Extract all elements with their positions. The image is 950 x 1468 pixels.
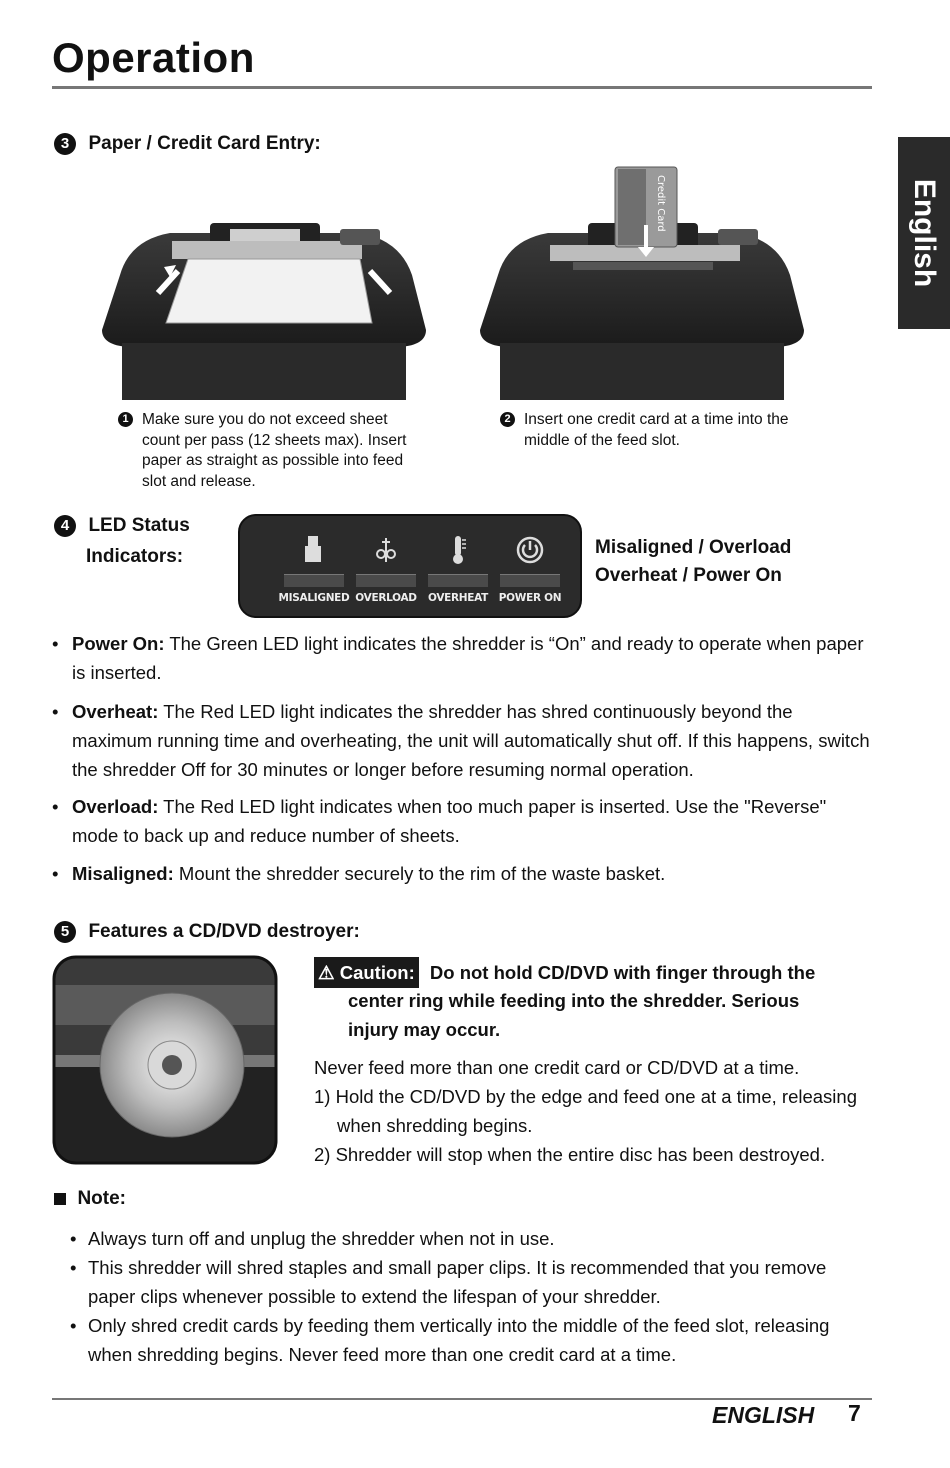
bullet-overload-term: Overload: <box>72 796 159 817</box>
cd-rule-text: Never feed more than one credit card or CD/DVD at a time. <box>314 1057 800 1078</box>
section5-number: 5 <box>54 921 76 943</box>
bullet-power-on-term: Power On: <box>72 633 165 654</box>
led-misaligned <box>276 516 352 616</box>
shredder-card-illustration <box>478 165 806 400</box>
led-label-overload: OVERLOAD <box>355 592 417 604</box>
note-heading-row <box>54 1188 126 1210</box>
bullet-overload: • Overload: The Red LED light indicates when too much paper is inserted. Use the "Reverse" mode to back up and reduce number of sheets. <box>52 796 827 846</box>
bullet-overheat-term: Overheat: <box>72 701 159 722</box>
caution-badge <box>314 957 419 988</box>
language-side-tab <box>898 137 950 329</box>
led-power-on <box>492 516 568 616</box>
caption-card-entry <box>500 410 800 449</box>
section4-heading-row <box>54 515 190 537</box>
footer-language: ENGLISH <box>712 1402 815 1428</box>
cd-step1-number: 1) <box>314 1086 331 1107</box>
cd-step1-cont: when shredding begins. <box>337 1115 533 1136</box>
bullet-misaligned-term: Misaligned: <box>72 863 174 884</box>
note-square-icon <box>54 1193 66 1205</box>
section4-heading-line2: Indicators: <box>86 546 184 567</box>
cd-step2-number: 2) <box>314 1144 331 1165</box>
section4-heading-line1: LED Status <box>88 515 190 536</box>
section3-heading: Paper / Credit Card Entry: <box>88 133 321 154</box>
cd-step2-text: Shredder will stop when the entire disc has been destroyed. <box>335 1144 826 1165</box>
cd-step1 <box>314 1082 857 1111</box>
bullet-overheat-text: The Red LED light indicates the shredder has shred continuously beyond the maximum running time and overheating, the unit will automatically shut off. If this happens, switch the shredder Off for 30 minutes or longer before resuming normal operation. <box>72 701 870 780</box>
power-icon <box>516 534 544 566</box>
misaligned-icon <box>300 534 328 566</box>
warning-icon: ⚠ <box>318 962 335 983</box>
led-legend-line2: Overheat / Power On <box>595 565 782 586</box>
caption-paper-entry <box>118 410 418 490</box>
led-status-panel <box>238 514 582 618</box>
footer-divider <box>52 1398 872 1400</box>
note-item: • Always turn off and unplug the shredder when not in use. <box>70 1224 870 1253</box>
led-label-overheat: OVERHEAT <box>427 592 489 604</box>
cd-shredder-illustration <box>52 955 278 1165</box>
section5-heading-row <box>54 921 360 943</box>
bullet-power-on: • Power On: The Green LED light indicates the shredder is “On” and ready to operate when paper is inserted. <box>52 633 864 683</box>
page-title: Operation <box>52 34 255 81</box>
led-label-misaligned: MISALIGNED <box>278 592 350 604</box>
language-side-tab-label: English <box>908 178 941 288</box>
section4-number: 4 <box>54 515 76 537</box>
cd-step2 <box>314 1140 825 1169</box>
credit-card-text: Credit Card <box>655 175 666 232</box>
caution-label: Caution: <box>339 962 415 983</box>
caution-line1 <box>314 957 815 988</box>
caption2-text: Insert one credit card at a time into the middle of the feed slot. <box>524 411 789 449</box>
thermometer-icon <box>444 534 472 566</box>
section3-number: 3 <box>54 133 76 155</box>
overload-icon <box>372 534 400 566</box>
page-number: 7 <box>848 1400 861 1426</box>
led-legend-line1: Misaligned / Overload <box>595 537 792 558</box>
section5-heading: Features a CD/DVD destroyer: <box>88 921 360 942</box>
cd-step1-text: Hold the CD/DVD by the edge and feed one at a time, releasing <box>335 1086 857 1107</box>
caption2-number: 2 <box>500 412 515 427</box>
note-item-text: Only shred credit cards by feeding them vertically into the middle of the feed slot, releasing when shredding begins. Never feed more than one credit card at a time. <box>88 1315 830 1365</box>
caution-text-1: Do not hold CD/DVD with finger through the <box>429 962 816 983</box>
note-item-text: Always turn off and unplug the shredder when not in use. <box>88 1228 555 1249</box>
bullet-power-on-text: The Green LED light indicates the shredder is “On” and ready to operate when paper is inserted. <box>72 633 864 683</box>
caption1-text: Make sure you do not exceed sheet count per pass (12 sheets max). Insert paper as straight as possible into feed slot and release. <box>142 411 407 490</box>
note-item: • This shredder will shred staples and small paper clips. It is recommended that you remove paper clips whenever possible to extend the lifespan of your shredder. <box>70 1253 870 1311</box>
bullet-misaligned: • Misaligned: Mount the shredder securely to the rim of the waste basket. <box>52 863 666 884</box>
caution-text-3: injury may occur. <box>348 1019 501 1040</box>
note-item: • Only shred credit cards by feeding them vertically into the middle of the feed slot, releasing when shredding begins. Never feed more than one credit card at a time. <box>70 1311 870 1369</box>
caution-text-2: center ring while feeding into the shredder. Serious <box>348 990 800 1011</box>
note-heading: Note: <box>77 1188 127 1209</box>
led-label-power-on: POWER ON <box>498 592 562 604</box>
bullet-misaligned-text: Mount the shredder securely to the rim of the waste basket. <box>178 863 666 884</box>
header-divider <box>52 86 872 89</box>
bullet-overload-text: The Red LED light indicates when too much paper is inserted. Use the "Reverse" mode to back up and reduce number of sheets. <box>72 796 827 846</box>
shredder-paper-illustration <box>100 215 428 400</box>
caption1-number: 1 <box>118 412 133 427</box>
bullet-overheat: • Overheat: The Red LED light indicates the shredder has shred continuously beyond the maximum running time and overheating, the unit will automatically shut off. If this happens, switch the shredder Off for 30 minutes or longer before resuming normal operation. <box>52 701 870 780</box>
led-overload <box>348 516 424 616</box>
note-item-text: This shredder will shred staples and small paper clips. It is recommended that you remove paper clips whenever possible to extend the lifespan of your shredder. <box>88 1257 827 1307</box>
section3-heading-row <box>54 133 321 155</box>
led-overheat <box>420 516 496 616</box>
